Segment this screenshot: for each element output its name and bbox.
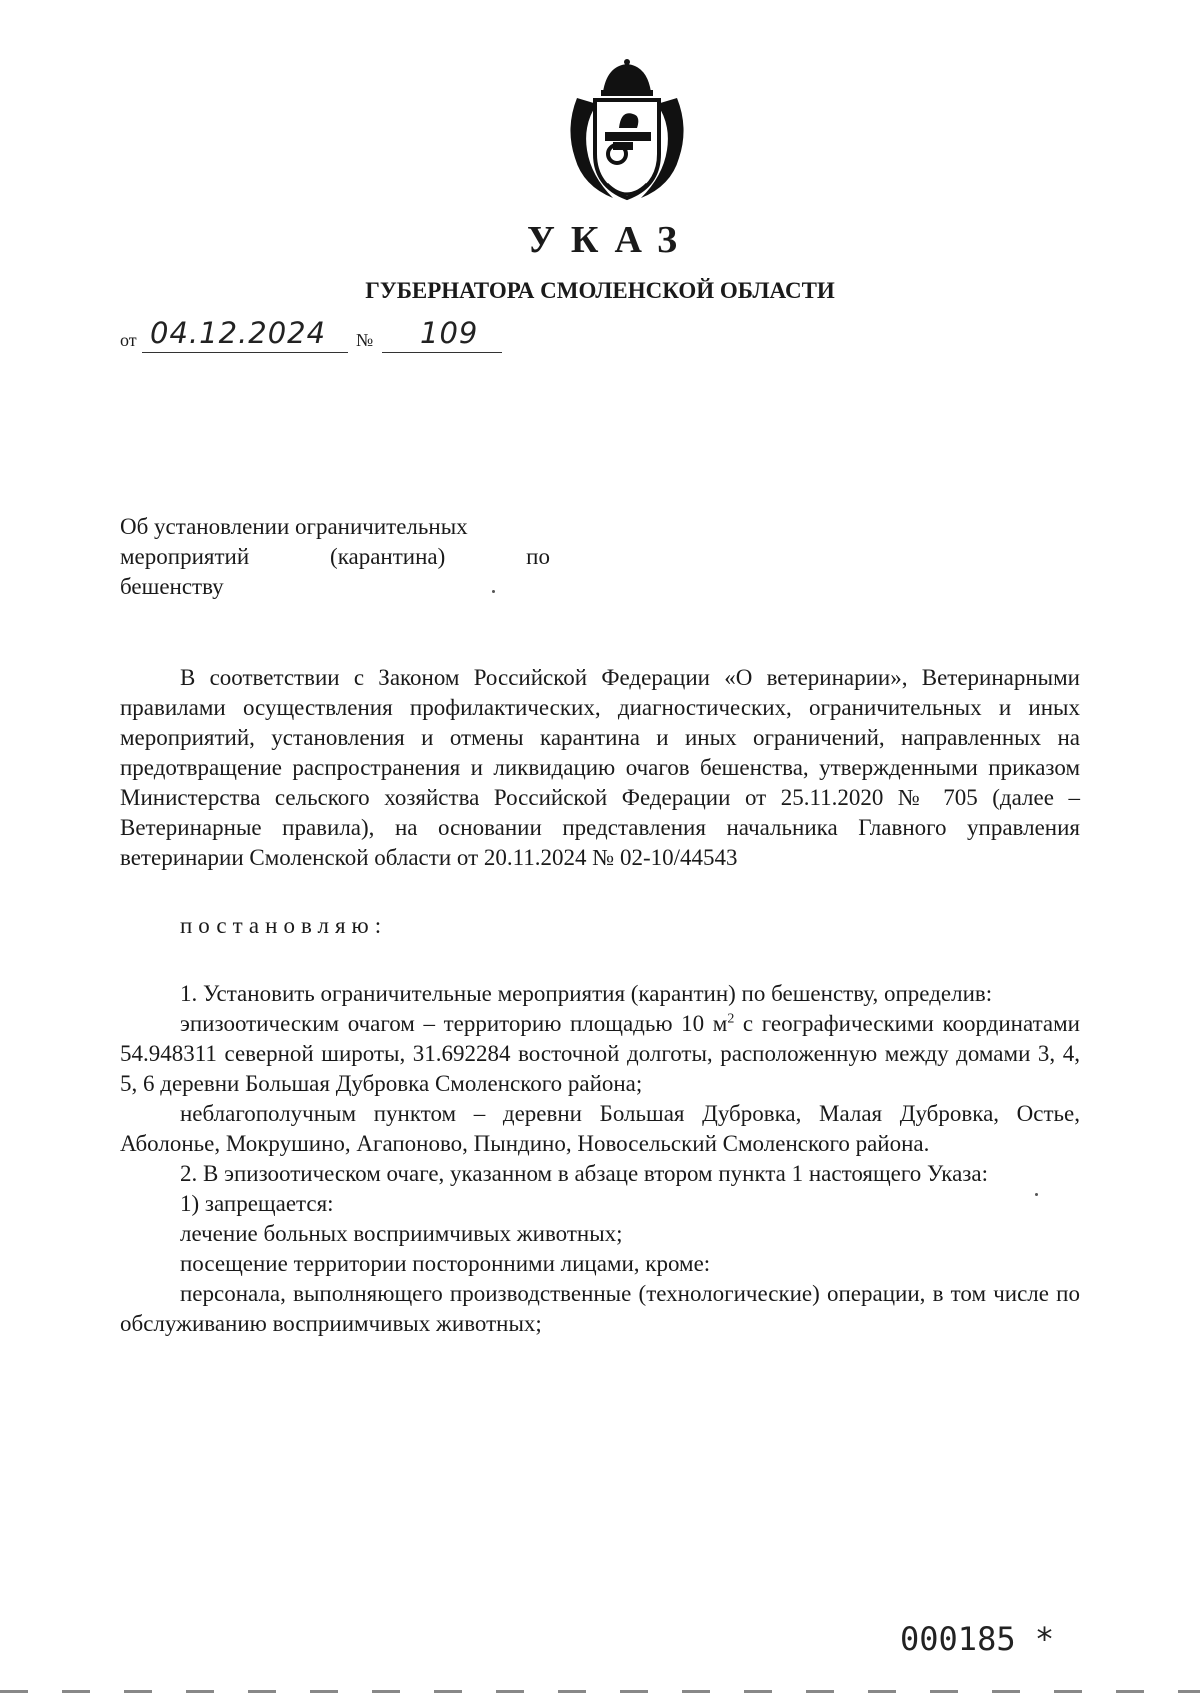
focus-text: эпизоотическим очагом – территорию площадью 10 м	[180, 1011, 728, 1036]
number-label: №	[356, 330, 374, 350]
preamble-paragraph: В соответствии с Законом Российской Федерации «О ветеринарии», Ветеринарными правилами осуществления профилактических, диагностических, ограничительных и иных мероприятий, установления и отмены карантина и иных ограничений, направленных на предотвращение распространения и ликвидацию очагов бешенства, утвержденными приказом Министерства сельского хозяйства Российской Федерации от 25.11.2020 № 705 (далее – Ветеринарные правила), на основании представления начальника Главного управления ветеринарии Смоленской области от 20.11.2024 № 02-10/44543	[120, 665, 1080, 870]
date-underline	[142, 352, 348, 353]
ban-paragraph: персонала, выполняющего производственные (технологические) операции, в том числе по обслуживанию восприимчивых животных;	[120, 1281, 1080, 1336]
smolensk-coat-of-arms-icon	[563, 58, 691, 210]
unfavorable-point-paragraph: неблагополучным пунктом – деревни Большая Дубровка, Малая Дубровка, Остье, Аболонье, Мокрушино, Агапоново, Пындино, Новосельский Смоленского района.	[120, 1101, 1080, 1156]
document-title: УКАЗ	[527, 219, 693, 261]
subject-word: по	[526, 544, 550, 569]
ban-paragraph: лечение больных восприимчивых животных;	[180, 1221, 623, 1246]
ban-paragraph: посещение территории посторонними лицами, кроме:	[180, 1251, 711, 1276]
date-number-line	[120, 318, 680, 358]
scan-edge-dashes	[0, 1690, 1200, 1693]
focus-superscript: 2	[727, 1011, 735, 1027]
subject-line: Об установлении ограничительных	[120, 514, 468, 539]
focus-paragraph	[120, 1009, 1080, 1099]
decree-subject	[120, 512, 550, 602]
item-1-paragraph: 1. Установить ограничительные мероприятия (карантин) по бешенству, определив:	[180, 981, 993, 1006]
handwritten-number: 109	[420, 316, 479, 350]
serial-number: 000185 *	[900, 1620, 1055, 1658]
decree-body	[120, 663, 1080, 1339]
item-2-paragraph: 2. В эпизоотическом очаге, указанном в абзаце втором пункта 1 настоящего Указа:	[180, 1161, 988, 1186]
focus-text: с географическими координатами 54.948311 северной широты, 31.692284 восточной долготы, расположенную между домами 3, 4, 5, 6 деревни Большая Дубровка Смоленского района;	[120, 1011, 1080, 1096]
issuer-title: ГУБЕРНАТОРА СМОЛЕНСКОЙ ОБЛАСТИ	[365, 278, 835, 303]
handwritten-date: 04.12.2024	[150, 316, 327, 350]
subject-line	[120, 542, 550, 572]
subject-word: мероприятий	[120, 544, 250, 569]
subject-line: бешенству	[120, 574, 224, 599]
subject-word: (карантина)	[330, 544, 446, 569]
decree-word: постановляю:	[180, 913, 388, 938]
item-2-1-paragraph: 1) запрещается:	[180, 1191, 334, 1216]
scan-speck	[492, 590, 495, 593]
date-from-label: от	[120, 330, 137, 350]
number-underline	[382, 352, 502, 353]
scan-speck	[1035, 1193, 1038, 1196]
